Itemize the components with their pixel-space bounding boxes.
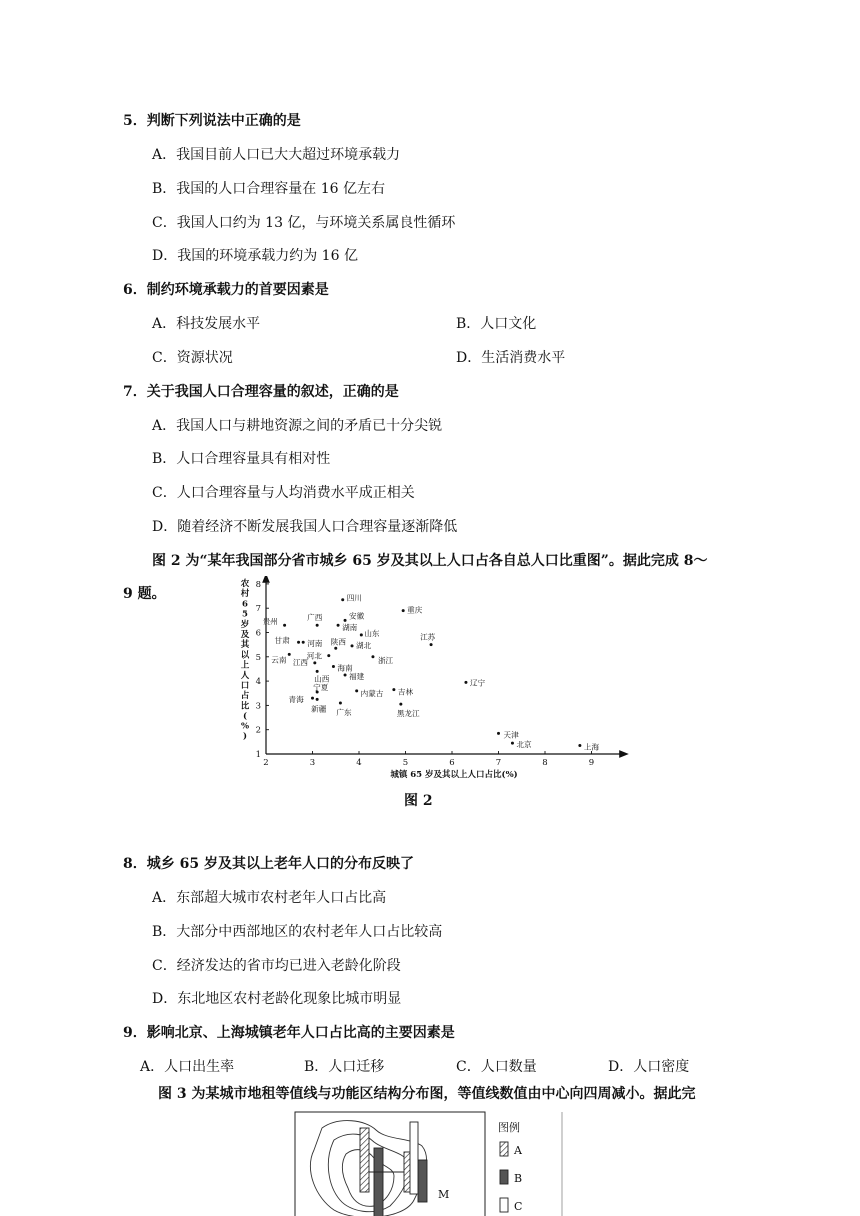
- scatter-point: [578, 744, 581, 747]
- q8-option-c: C．经济发达的省市均已进入老龄化阶段: [152, 958, 401, 974]
- q6-option-c: C．资源状况: [152, 350, 233, 366]
- x-tick-label: 2: [263, 758, 269, 768]
- scatter-point: [402, 609, 405, 612]
- fig2-caption: 图 2: [404, 793, 433, 809]
- point-label: 陕西: [330, 637, 346, 647]
- point-label: 湖北: [356, 640, 372, 650]
- point-label: 广东: [336, 707, 352, 717]
- scatter-point: [344, 619, 347, 622]
- point-label: 广西: [307, 613, 323, 623]
- legend-label-a: A: [514, 1144, 522, 1157]
- point-label: 山西: [314, 674, 330, 684]
- point-label: 新疆: [311, 704, 327, 714]
- y-axis-label: [241, 578, 250, 742]
- legend-swatch-a: [500, 1142, 508, 1156]
- q7-option-b: B．人口合理容量具有相对性: [152, 451, 331, 467]
- fig2-scatter-chart: [236, 576, 632, 782]
- fig2-intro-continued: 9 题。: [123, 586, 166, 602]
- fig3-rent-contour-map: [294, 1110, 564, 1216]
- scatter-point: [283, 624, 286, 627]
- point-label: 湖南: [342, 623, 358, 633]
- point-label: 吉林: [397, 687, 414, 697]
- x-tick-label: 3: [309, 758, 316, 768]
- y-tick-label: 5: [255, 652, 261, 663]
- x-tick-label: 4: [356, 758, 362, 768]
- x-tick-label: 7: [495, 758, 502, 768]
- point-label: 云南: [271, 655, 287, 665]
- zone-c-bar: [410, 1122, 418, 1194]
- scatter-point: [311, 697, 314, 700]
- question-8-stem: 8．城乡 65 岁及其以上老年人口的分布反映了: [123, 856, 414, 872]
- scatter-point: [339, 701, 342, 704]
- zone-b-bar-right: [418, 1160, 427, 1202]
- scatter-point: [511, 742, 514, 745]
- y-tick-label: 3: [255, 701, 261, 712]
- fig2-intro: 图 2 为“某年我国部分省市城乡 65 岁及其以上人口占各自总人口比重图”。据此完成 8～: [152, 553, 708, 569]
- q9-option-c: C．人口数量: [456, 1059, 537, 1075]
- scatter-point: [313, 661, 316, 664]
- q7-option-a: A．我国人口与耕地资源之间的矛盾已十分尖锐: [152, 418, 443, 434]
- fig3-intro: 图 3 为某城市地租等值线与功能区结构分布图，等值线数值由中心向四周减小。据此完: [158, 1086, 696, 1102]
- q6-option-b: B．人口文化: [456, 316, 537, 332]
- q8-option-b: B．大部分中西部地区的农村老年人口占比较高: [152, 924, 443, 940]
- legend-label-c: C: [514, 1200, 523, 1213]
- point-label: 浙江: [377, 655, 394, 665]
- y-tick-label: 1: [255, 750, 261, 760]
- point-label: 安徽: [349, 611, 365, 621]
- point-label: 海南: [337, 663, 353, 673]
- q8-option-a: A．东部超大城市农村老年人口占比高: [152, 890, 387, 906]
- scatter-point: [497, 732, 500, 735]
- point-label: 福建: [349, 672, 365, 682]
- question-5-stem: 5．判断下列说法中正确的是: [123, 113, 301, 129]
- scatter-point: [351, 644, 354, 647]
- q7-option-c: C．人口合理容量与人均消费水平成正相关: [152, 485, 415, 501]
- point-label: 贵州: [262, 617, 278, 627]
- label-m: M: [438, 1188, 450, 1201]
- x-tick-label: 5: [402, 758, 409, 768]
- x-tick-label: 8: [542, 758, 548, 768]
- question-6-stem: 6．制约环境承载力的首要因素是: [123, 282, 329, 298]
- scatter-point: [464, 681, 467, 684]
- point-label: 天津: [503, 730, 519, 740]
- point-label: 江苏: [420, 632, 436, 642]
- scatter-point: [334, 647, 337, 650]
- scatter-point: [337, 624, 340, 627]
- q9-option-a: A．人口出生率: [140, 1059, 235, 1075]
- legend-swatch-b: [500, 1170, 508, 1184]
- q7-option-d: D．随着经济不断发展我国人口合理容量逐渐降低: [152, 519, 458, 535]
- point-label: 甘肃: [274, 636, 290, 646]
- q5-option-d: D．我国的环境承载力约为 16 亿: [152, 248, 358, 264]
- q9-option-d: D．人口密度: [608, 1059, 690, 1075]
- legend-label-b: B: [514, 1172, 523, 1185]
- q5-option-c: C．我国人口约为 13 亿，与环境关系属良性循环: [152, 215, 456, 231]
- point-label: 江西: [292, 657, 309, 667]
- scatter-point: [332, 665, 335, 668]
- zone-a-bar-left: [360, 1128, 369, 1192]
- point-label: 宁夏: [313, 683, 329, 693]
- legend-swatch-c: [500, 1198, 508, 1212]
- q6-option-d: D．生活消费水平: [456, 350, 566, 366]
- scatter-point: [430, 643, 433, 646]
- q8-option-d: D．东北地区农村老龄化现象比城市明显: [152, 991, 402, 1007]
- scatter-point: [327, 654, 330, 657]
- x-tick-label: 9: [588, 758, 595, 768]
- y-tick-label: 8: [255, 579, 261, 590]
- point-label: 辽宁: [469, 678, 486, 688]
- y-tick-label: 7: [255, 604, 261, 615]
- scatter-point: [360, 633, 363, 636]
- x-tick-label: 6: [449, 758, 455, 768]
- y-tick-label: 2: [255, 725, 261, 736]
- scatter-point: [392, 688, 395, 691]
- zone-b-bar-left: [374, 1148, 383, 1216]
- scatter-point: [297, 641, 300, 644]
- question-9-stem: 9．影响北京、上海城镇老年人口占比高的主要因素是: [123, 1025, 455, 1041]
- q6-option-a: A．科技发展水平: [152, 316, 261, 332]
- q5-option-a: A．我国目前人口已大大超过环境承载力: [152, 147, 401, 163]
- scatter-point: [371, 655, 374, 658]
- y-tick-label: 4: [255, 677, 261, 688]
- point-label: 山东: [364, 628, 380, 638]
- scatter-point: [302, 641, 305, 644]
- point-label: 四川: [346, 593, 362, 603]
- q5-option-b: B．我国的人口合理容量在 16 亿左右: [152, 181, 386, 197]
- legend-title: 图例: [498, 1121, 520, 1134]
- x-axis-label: 城镇 65 岁及其以上人口占比(%): [390, 770, 518, 780]
- point-label: 内蒙古: [360, 688, 384, 698]
- y-tick-label: 6: [255, 628, 261, 639]
- scatter-point: [316, 698, 319, 701]
- scatter-point: [355, 689, 358, 692]
- point-label: 青海: [288, 695, 304, 705]
- scatter-point: [341, 598, 344, 601]
- scatter-point: [288, 653, 291, 656]
- point-label: 黑龙江: [396, 709, 420, 719]
- scatter-point: [399, 703, 402, 706]
- point-label: 河南: [307, 639, 323, 649]
- point-label: 上海: [583, 742, 600, 752]
- point-label: 河北: [306, 651, 322, 661]
- scatter-point: [316, 624, 319, 627]
- scatter-point: [316, 670, 319, 673]
- q9-option-b: B．人口迁移: [304, 1059, 385, 1075]
- y-axis-label-text: 农村 6 5 岁及其以上人口占比( % ): [240, 579, 250, 742]
- point-label: 北京: [516, 740, 532, 750]
- question-7-stem: 7．关于我国人口合理容量的叙述，正确的是: [123, 384, 399, 400]
- point-label: 重庆: [407, 605, 423, 615]
- scatter-point: [344, 674, 347, 677]
